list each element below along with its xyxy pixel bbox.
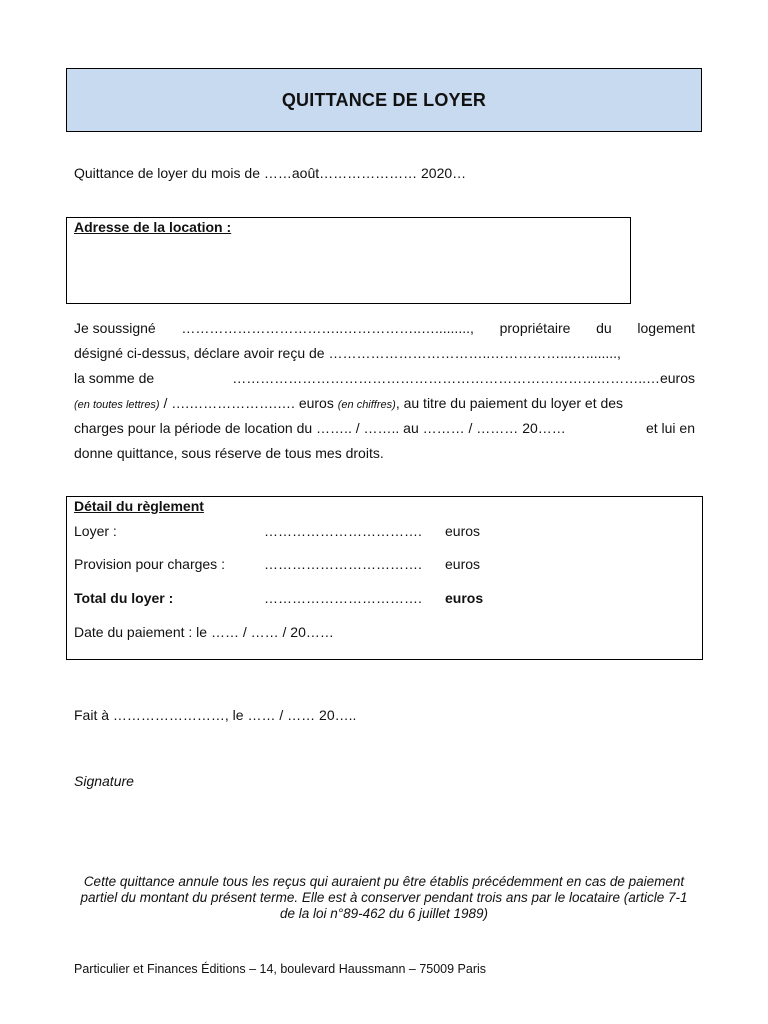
detail-label: Provision pour charges : (74, 556, 225, 572)
detail-amount: ……………………………. (264, 523, 422, 539)
detail-unit: euros (445, 523, 481, 539)
declaration-line-1 (74, 318, 695, 338)
declaration-text: Je soussigné (74, 320, 156, 336)
document-title: QUITTANCE DE LOYER (281, 89, 487, 110)
detail-amount: ……………………………. (264, 590, 422, 606)
payment-details-box (66, 496, 703, 660)
publisher-footer: Particulier et Finances Éditions – 14, boulevard Haussmann – 75009 Paris (74, 962, 487, 976)
fait-line: Fait à ……………………, le …… / …… 20….. (74, 707, 357, 723)
declaration-text: ……………………………………………………………………………..…euros (232, 370, 695, 386)
declaration-text: du (596, 320, 612, 336)
month-line: Quittance de loyer du mois de ……août………………… 2020… (74, 165, 467, 181)
declaration-text: ……………………………..……………..…........., (181, 320, 474, 336)
detail-row-charges (74, 554, 481, 574)
declaration-line-5 (74, 418, 695, 438)
declaration-text: la somme de (74, 370, 155, 386)
address-label: Adresse de la location : (74, 219, 232, 235)
detail-row-total (74, 588, 484, 608)
details-title: Détail du règlement (74, 498, 204, 514)
declaration-italic: (en chiffres) (337, 399, 396, 411)
detail-label: Total du loyer : (74, 590, 174, 606)
declaration-text: , au titre du paiement du loyer et des (395, 395, 624, 411)
address-box (66, 217, 631, 304)
declaration-line-3 (74, 368, 695, 388)
declaration-text: charges pour la période de location du …….. / …….. au ……… / ……… 20…… (74, 420, 566, 436)
declaration-italic: (en toutes lettres) (74, 399, 160, 411)
legal-note: Cette quittance annule tous les reçus qui auraient pu être établis précédemment en cas de paiement partiel du montant du présent terme. Elle est à conserver pendant trois ans par le locataire (article 7-1 de la loi n°89-462 du 6 juillet 1989) (80, 874, 688, 921)
payment-date-line: Date du paiement : le …… / …… / 20…… (74, 624, 334, 640)
detail-row-rent (74, 521, 481, 541)
detail-amount: ……………………………. (264, 556, 422, 572)
title-box (66, 68, 702, 132)
declaration-line-4 (74, 393, 695, 413)
detail-label: Loyer : (74, 523, 117, 539)
detail-unit: euros (445, 590, 484, 606)
detail-unit: euros (445, 556, 481, 572)
declaration-text: / ….……………….…. euros (163, 395, 334, 411)
declaration-text: et lui en (645, 420, 695, 436)
declaration-text: logement (637, 320, 695, 336)
declaration-line-6: donne quittance, sous réserve de tous mes droits. (74, 445, 384, 461)
declaration-line-2: désigné ci-dessus, déclare avoir reçu de ……………………………..……………...…........, (74, 345, 621, 361)
signature-label: Signature (74, 773, 134, 789)
declaration-text: propriétaire (499, 320, 571, 336)
